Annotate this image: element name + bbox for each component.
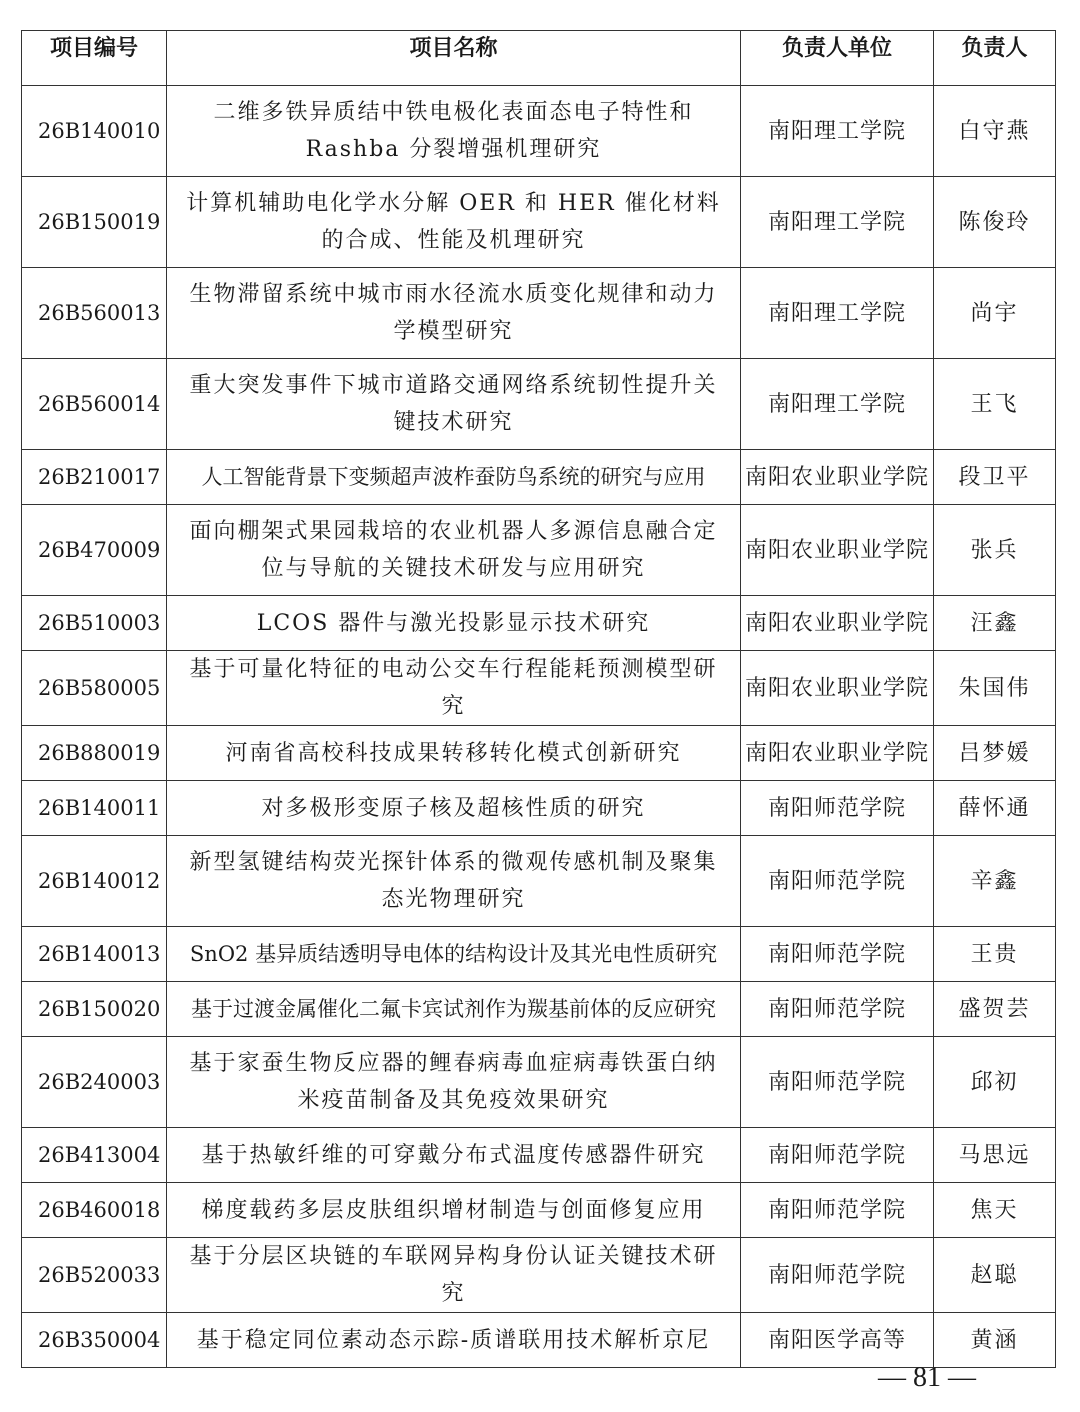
project-unit: 南阳农业职业学院 [741,651,934,726]
project-code: 26B150020 [22,982,167,1037]
table-row [22,596,1056,651]
project-unit: 南阳农业职业学院 [741,596,934,651]
project-person: 王贵 [934,927,1056,982]
table-row [22,505,1056,596]
table-row [22,651,1056,726]
project-name: 基于过渡金属催化二氟卡宾试剂作为羰基前体的反应研究 [167,982,741,1037]
project-name: 梯度载药多层皮肤组织增材制造与创面修复应用 [167,1183,741,1238]
project-unit: 南阳农业职业学院 [741,726,934,781]
project-name: 新型氢键结构荧光探针体系的微观传感机制及聚集态光物理研究 [167,836,741,927]
table-row [22,927,1056,982]
project-unit: 南阳农业职业学院 [741,450,934,505]
table-row [22,86,1056,177]
project-person: 张兵 [934,505,1056,596]
header-project-code: 项目编号 [22,31,167,86]
project-person: 陈俊玲 [934,177,1056,268]
header-person: 负责人 [934,31,1056,86]
project-name: SnO2 基异质结透明导电体的结构设计及其光电性质研究 [167,927,741,982]
project-unit: 南阳理工学院 [741,359,934,450]
table-row [22,1313,1056,1368]
project-person: 赵聪 [934,1238,1056,1313]
project-code: 26B240003 [22,1037,167,1128]
table-row [22,1128,1056,1183]
table-row [22,836,1056,927]
project-name: 基于家蚕生物反应器的鲤春病毒血症病毒铁蛋白纳米疫苗制备及其免疫效果研究 [167,1037,741,1128]
project-unit: 南阳师范学院 [741,836,934,927]
project-unit: 南阳师范学院 [741,1128,934,1183]
project-unit: 南阳农业职业学院 [741,505,934,596]
project-person: 邱初 [934,1037,1056,1128]
project-name: LCOS 器件与激光投影显示技术研究 [167,596,741,651]
project-code: 26B350004 [22,1313,167,1368]
project-name: 对多极形变原子核及超核性质的研究 [167,781,741,836]
project-code: 26B460018 [22,1183,167,1238]
project-person: 黄涵 [934,1313,1056,1368]
table-row [22,781,1056,836]
project-name: 生物滞留系统中城市雨水径流水质变化规律和动力学模型研究 [167,268,741,359]
header-row [22,31,1056,86]
project-code: 26B140012 [22,836,167,927]
table-row [22,177,1056,268]
page-number: — 81 — [878,1362,976,1393]
project-unit: 南阳医学高等 [741,1313,934,1368]
project-person: 王飞 [934,359,1056,450]
table-row [22,1037,1056,1128]
project-name: 人工智能背景下变频超声波柞蚕防鸟系统的研究与应用 [167,450,741,505]
table-row [22,359,1056,450]
project-name: 基于分层区块链的车联网异构身份认证关键技术研究 [167,1238,741,1313]
project-unit: 南阳理工学院 [741,177,934,268]
project-code: 26B140011 [22,781,167,836]
project-person: 辛鑫 [934,836,1056,927]
table-row [22,1183,1056,1238]
project-code: 26B210017 [22,450,167,505]
project-code: 26B510003 [22,596,167,651]
table-row [22,450,1056,505]
table-row [22,268,1056,359]
project-name: 面向棚架式果园栽培的农业机器人多源信息融合定位与导航的关键技术研发与应用研究 [167,505,741,596]
header-unit: 负责人单位 [741,31,934,86]
project-name: 河南省高校科技成果转移转化模式创新研究 [167,726,741,781]
project-unit: 南阳师范学院 [741,927,934,982]
project-unit: 南阳师范学院 [741,1238,934,1313]
project-person: 薛怀通 [934,781,1056,836]
project-person: 马思远 [934,1128,1056,1183]
project-code: 26B413004 [22,1128,167,1183]
project-person: 朱国伟 [934,651,1056,726]
project-code: 26B150019 [22,177,167,268]
header-project-name: 项目名称 [167,31,741,86]
project-code: 26B880019 [22,726,167,781]
project-code: 26B560014 [22,359,167,450]
project-name: 二维多铁异质结中铁电极化表面态电子特性和Rashba 分裂增强机理研究 [167,86,741,177]
project-name: 基于热敏纤维的可穿戴分布式温度传感器件研究 [167,1128,741,1183]
table-row [22,726,1056,781]
project-person: 段卫平 [934,450,1056,505]
table-row [22,982,1056,1037]
project-person: 盛贺芸 [934,982,1056,1037]
project-unit: 南阳师范学院 [741,1037,934,1128]
project-unit: 南阳师范学院 [741,1183,934,1238]
project-unit: 南阳师范学院 [741,982,934,1037]
project-person: 汪鑫 [934,596,1056,651]
project-name: 计算机辅助电化学水分解 OER 和 HER 催化材料的合成、性能及机理研究 [167,177,741,268]
project-person: 尚宇 [934,268,1056,359]
project-unit: 南阳师范学院 [741,781,934,836]
project-name: 重大突发事件下城市道路交通网络系统韧性提升关键技术研究 [167,359,741,450]
table-row [22,1238,1056,1313]
project-table [21,30,1056,1368]
project-code: 26B140013 [22,927,167,982]
project-person: 白守燕 [934,86,1056,177]
project-name: 基于可量化特征的电动公交车行程能耗预测模型研究 [167,651,741,726]
project-name: 基于稳定同位素动态示踪-质谱联用技术解析京尼 [167,1313,741,1368]
project-person: 吕梦媛 [934,726,1056,781]
project-unit: 南阳理工学院 [741,268,934,359]
project-code: 26B520033 [22,1238,167,1313]
project-unit: 南阳理工学院 [741,86,934,177]
project-code: 26B140010 [22,86,167,177]
project-code: 26B560013 [22,268,167,359]
project-person: 焦天 [934,1183,1056,1238]
project-code: 26B470009 [22,505,167,596]
project-code: 26B580005 [22,651,167,726]
